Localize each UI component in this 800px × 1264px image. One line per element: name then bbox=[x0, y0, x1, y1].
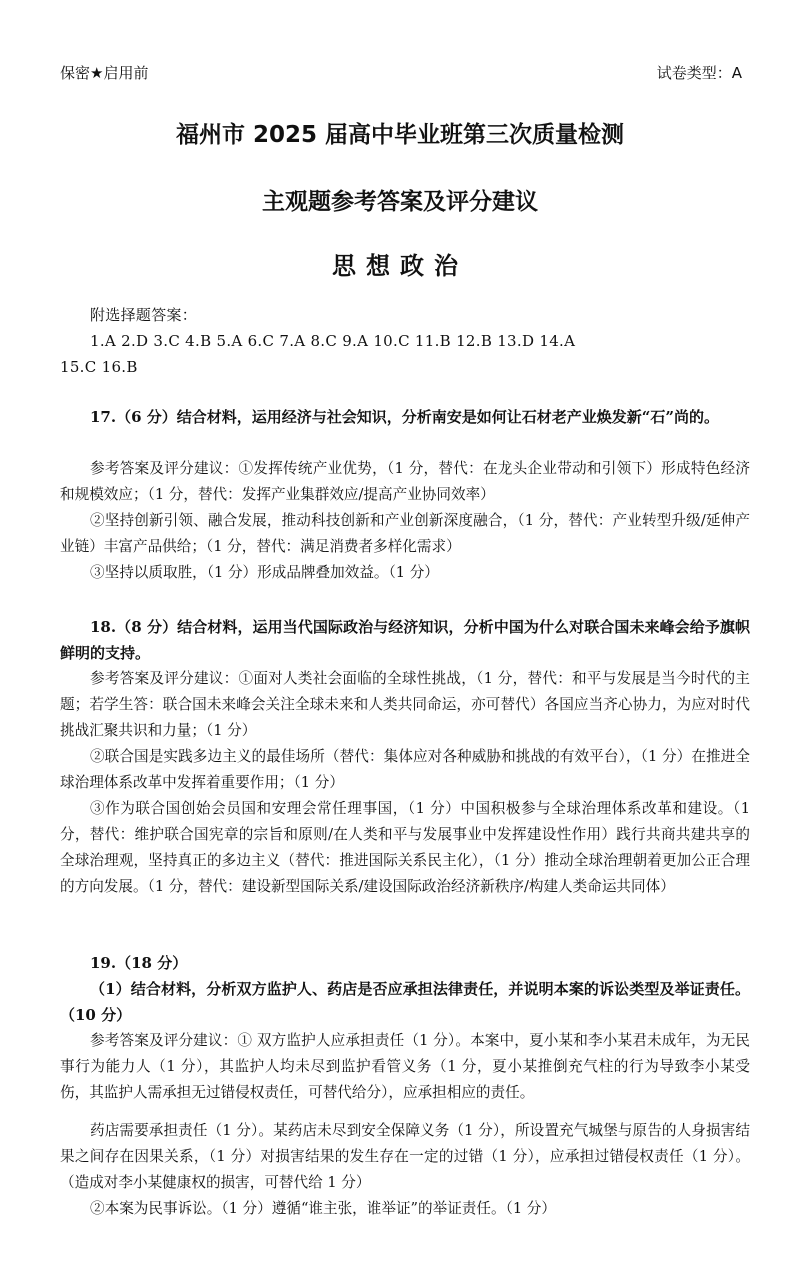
question-18-stem: 18.（8 分）结合材料，运用当代国际政治与经济知识，分析中国为什么对联合国未来峰会给予旗帜鲜明的支持。 bbox=[60, 618, 750, 662]
page-subtitle: 主观题参考答案及评分建议 bbox=[262, 189, 538, 215]
subject-title: 思想政治 bbox=[332, 251, 468, 280]
question-17-answer-3: ③坚持以质取胜，（1 分）形成品牌叠加效益。（1 分） bbox=[90, 564, 439, 581]
question-18-answer-3: ③作为联合国创始会员国和安理会常任理事国，（1 分）中国积极参与全球治理体系改革和建设。（1 分，替代：维护联合国宪章的宗旨和原则/在人类和平与发展事业中发挥建设性作用）践行共商共建共享的全球治理观，坚持真正的多边主义（替代：推进国际关系民主化），（1 分）推动全球治理朝着更加公正合理的方向发展。（1 分，替代：建设新型国际关系/建设国际政治经济新秩序/构建人类命运共同体） bbox=[60, 800, 750, 895]
question-17-answer-2: ②坚持创新引领、融合发展，推动科技创新和产业创新深度融合，（1 分，替代：产业转型升级/延伸产业链）丰富产品供给；（1 分，替代：满足消费者多样化需求） bbox=[60, 512, 750, 555]
question-19-answer-3: ②本案为民事诉讼。（1 分）遵循“谁主张，谁举证”的举证责任。（1 分） bbox=[90, 1200, 556, 1217]
question-17-answer-1: 参考答案及评分建议：①发挥传统产业优势，（1 分，替代：在龙头企业带动和引领下）形成特色经济和规模效应；（1 分，替代：发挥产业集群效应/提高产业协同效率） bbox=[60, 460, 750, 503]
question-18-answer-1: 参考答案及评分建议：①面对人类社会面临的全球性挑战，（1 分，替代：和平与发展是当今时代的主题；若学生答：联合国未来峰会关注全球未来和人类共同命运，亦可替代）各国应当齐心协力，为应对时代挑战汇聚共识和力量；（1 分） bbox=[60, 670, 750, 739]
question-19-stem: （1）结合材料，分析双方监护人、药店是否应承担法律责任，并说明本案的诉讼类型及举证责任。（10 分） bbox=[60, 980, 750, 1024]
question-19-answer-1: 参考答案及评分建议：① 双方监护人应承担责任（1 分）。本案中，夏小某和李小某君未成年，为无民事行为能力人（1 分），其监护人均未尽到监护看管义务（1 分，夏小某推倒充气柱的行为导致李小某受伤，其监护人需承担无过错侵权责任，可替代给分），应承担相应的责任。 bbox=[60, 1032, 750, 1101]
confidential-label: 保密★启用前 bbox=[60, 64, 149, 82]
paper-type-label: 试卷类型：A bbox=[656, 64, 742, 82]
question-18-answer-2: ②联合国是实践多边主义的最佳场所（替代：集体应对各种威胁和挑战的有效平台），（1 分）在推进全球治理体系改革中发挥着重要作用；（1 分） bbox=[60, 748, 750, 791]
choices-label: 附选择题答案： bbox=[90, 306, 198, 324]
page-title: 福州市 2025 届高中毕业班第三次质量检测 bbox=[175, 122, 625, 148]
question-19-answer-2: 药店需要承担责任（1 分）。某药店未尽到安全保障义务（1 分），所设置充气城堡与原告的人身损害结果之间存在因果关系，（1 分）对损害结果的发生存在一定的过错（1 分），应承担过错侵权责任（1 分）。（造成对李小某健康权的损害，可替代给 1 分） bbox=[60, 1122, 750, 1191]
question-19-head: 19.（18 分） bbox=[90, 954, 188, 972]
choices-line-1: 1.A 2.D 3.C 4.B 5.A 6.C 7.A 8.C 9.A 10.C 11.B 12.B 13.D 14.A bbox=[90, 332, 576, 350]
question-17-stem: 17.（6 分）结合材料，运用经济与社会知识，分析南安是如何让石材老产业焕发新“石”尚的。 bbox=[90, 408, 720, 426]
choices-line-2: 15.C 16.B bbox=[60, 358, 138, 376]
